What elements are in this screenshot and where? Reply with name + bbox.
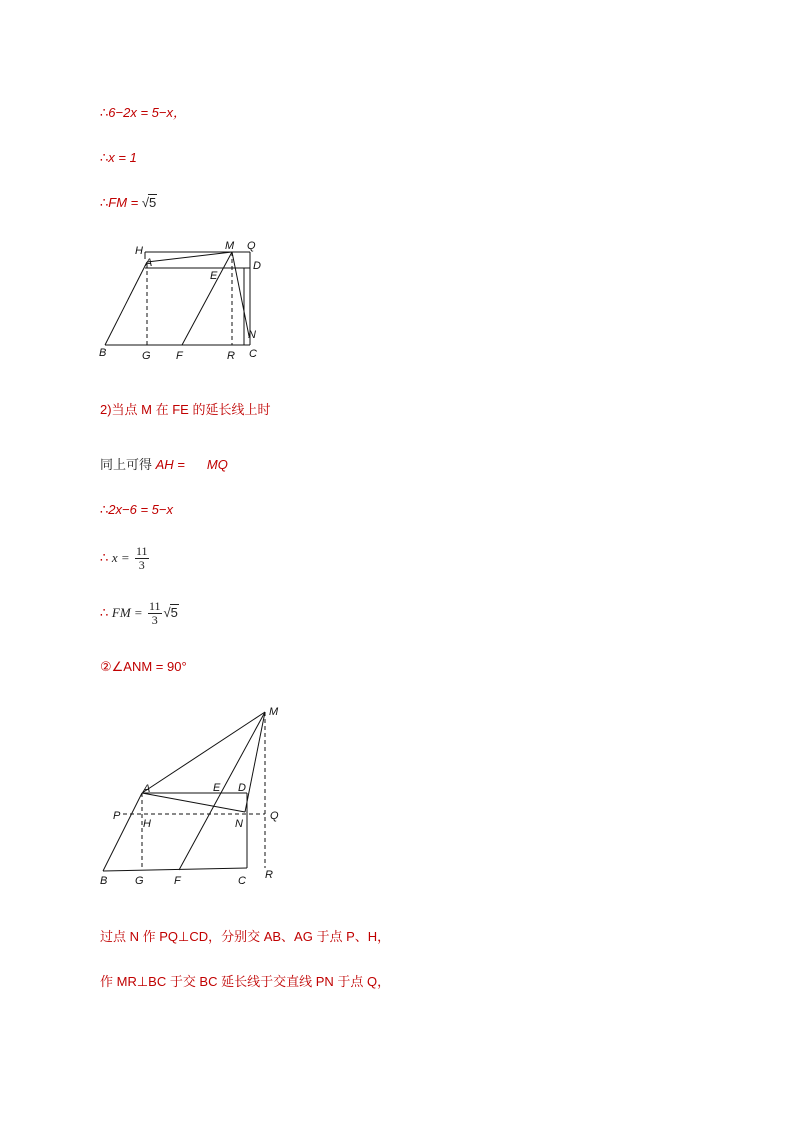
sqrt-expression — [164, 598, 179, 628]
construction-text: 过点 N 作 PQ⊥CD，分别交 AB、AG 于点 P、H， — [100, 929, 391, 944]
segment-am — [142, 712, 265, 793]
segment-ab — [105, 262, 147, 345]
case-text: ②∠ANM = 90° — [100, 659, 187, 674]
label-n: N — [235, 818, 243, 830]
segment-bc — [103, 868, 247, 871]
equation-line-6 — [100, 501, 173, 519]
segment-fm — [179, 712, 265, 870]
label-d: D — [238, 782, 246, 794]
label-g: G — [142, 350, 151, 362]
label-b: B — [100, 875, 108, 887]
segment-an — [142, 793, 245, 812]
label-b: B — [99, 347, 107, 359]
equation-lhs: FM = — [108, 195, 142, 210]
case-heading — [100, 401, 270, 419]
label-p: P — [113, 810, 121, 822]
segment-ab — [103, 793, 142, 871]
label-q: Q — [270, 810, 279, 822]
label-a: A — [143, 783, 151, 795]
equation-line-3 — [100, 194, 157, 212]
radical-sign: √ — [163, 605, 171, 620]
label-n: N — [248, 329, 256, 341]
sqrt-expression — [142, 194, 157, 212]
radical-sign: √ — [141, 195, 150, 210]
equation-mq: MQ — [206, 457, 228, 472]
label-h: H — [135, 245, 143, 257]
equation-line-8 — [100, 598, 179, 628]
equation-lhs: FM = — [111, 605, 146, 620]
equation-line-5 — [100, 456, 228, 474]
case-2-heading — [100, 658, 187, 676]
label-e: E — [213, 782, 221, 794]
label-f: F — [174, 875, 181, 887]
construction-line-2 — [100, 973, 390, 991]
therefore-symbol: ∴ — [100, 550, 112, 565]
therefore-symbol: ∴ — [100, 105, 109, 120]
label-r: R — [227, 350, 235, 362]
radicand: 5 — [149, 195, 157, 210]
label-a: A — [145, 257, 153, 269]
equation-lhs: x = — [111, 550, 133, 565]
fraction — [135, 545, 149, 572]
fraction-numerator: 11 — [148, 599, 161, 614]
label-m: M — [269, 706, 279, 718]
geometry-figure-2 — [95, 700, 295, 895]
equation-line-1 — [100, 104, 186, 122]
therefore-symbol: ∴ — [100, 195, 109, 210]
geometry-figure-1 — [95, 232, 275, 367]
label-e: E — [210, 270, 218, 282]
equation-text: x = 1 — [108, 150, 137, 165]
label-m: M — [225, 240, 235, 252]
therefore-symbol: ∴ — [100, 502, 109, 517]
case-text: 2)当点 M 在 FE 的延长线上时 — [100, 402, 271, 417]
equation-ah: AH = — [155, 457, 185, 472]
equation-line-7 — [100, 543, 151, 573]
equation-text: 2x−6 = 5−x — [108, 502, 173, 517]
radicand: 5 — [170, 605, 178, 620]
label-c: C — [238, 875, 246, 887]
label-g: G — [135, 875, 144, 887]
construction-line-1 — [100, 928, 390, 946]
segment-am — [147, 252, 232, 262]
label-f: F — [176, 350, 183, 362]
label-q: Q — [247, 240, 256, 252]
same-as-above-text: 同上可得 — [100, 457, 156, 472]
equation-line-2 — [100, 149, 137, 167]
label-h: H — [143, 818, 151, 830]
fraction-numerator: 11 — [135, 544, 148, 559]
therefore-symbol: ∴ — [100, 605, 112, 620]
fraction — [148, 600, 162, 627]
segment-mn — [232, 252, 249, 336]
therefore-symbol: ∴ — [100, 150, 109, 165]
label-r: R — [265, 869, 273, 881]
segment-mn — [245, 712, 265, 812]
segment-fm — [182, 252, 232, 345]
construction-text: 作 MR⊥BC 于交 BC 延长线于交直线 PN 于点 Q， — [100, 974, 391, 989]
label-c: C — [249, 348, 257, 360]
equation-text: 6−2x = 5−x， — [108, 105, 186, 120]
fraction-denominator: 3 — [138, 558, 145, 573]
label-d: D — [253, 260, 261, 272]
fraction-denominator: 3 — [151, 613, 158, 628]
